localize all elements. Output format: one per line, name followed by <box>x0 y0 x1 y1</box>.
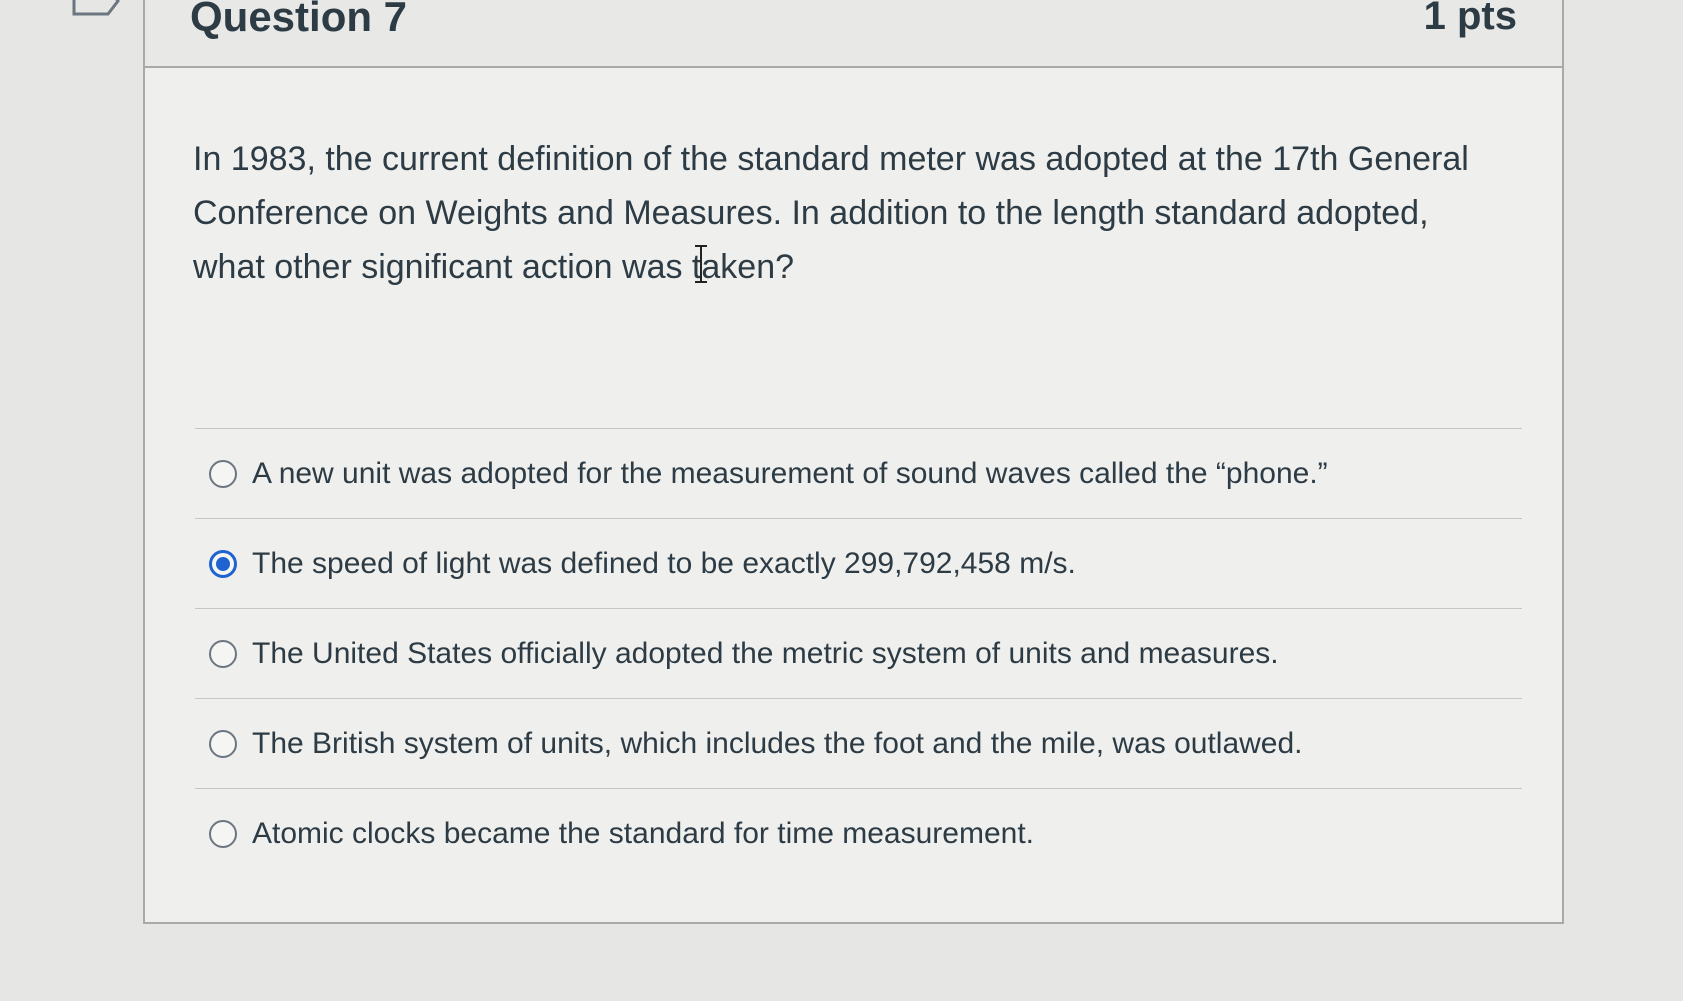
flag-icon[interactable] <box>72 0 122 24</box>
answer-option-3[interactable] <box>195 608 1522 698</box>
question-card <box>143 0 1564 924</box>
radio-button-selected[interactable] <box>209 550 237 578</box>
answer-option-2[interactable] <box>195 518 1522 608</box>
answer-option-4[interactable] <box>195 698 1522 788</box>
radio-button[interactable] <box>209 820 237 848</box>
radio-button[interactable] <box>209 730 237 758</box>
radio-button[interactable] <box>209 640 237 668</box>
answer-label[interactable]: The speed of light was defined to be exactly 299,792,458 m/s. <box>252 546 1076 580</box>
question-header <box>145 0 1562 68</box>
answer-option-1[interactable] <box>195 428 1522 518</box>
answer-list <box>195 428 1522 878</box>
answer-label[interactable]: A new unit was adopted for the measurement of sound waves called the “phone.” <box>252 456 1328 490</box>
question-text: In 1983, the current definition of the standard meter was adopted at the 17th General Conference on Weights and Measures. In addition to the length standard adopted, what other significant action was taken? <box>193 140 1469 286</box>
answer-label[interactable]: Atomic clocks became the standard for time measurement. <box>252 816 1034 850</box>
radio-button[interactable] <box>209 460 237 488</box>
answer-label[interactable]: The British system of units, which includes the foot and the mile, was outlawed. <box>252 726 1303 760</box>
answer-label[interactable]: The United States officially adopted the metric system of units and measures. <box>252 636 1279 670</box>
question-title: Question 7 <box>190 0 408 40</box>
answer-option-5[interactable] <box>195 788 1522 878</box>
question-points: 1 pts <box>1423 0 1517 38</box>
